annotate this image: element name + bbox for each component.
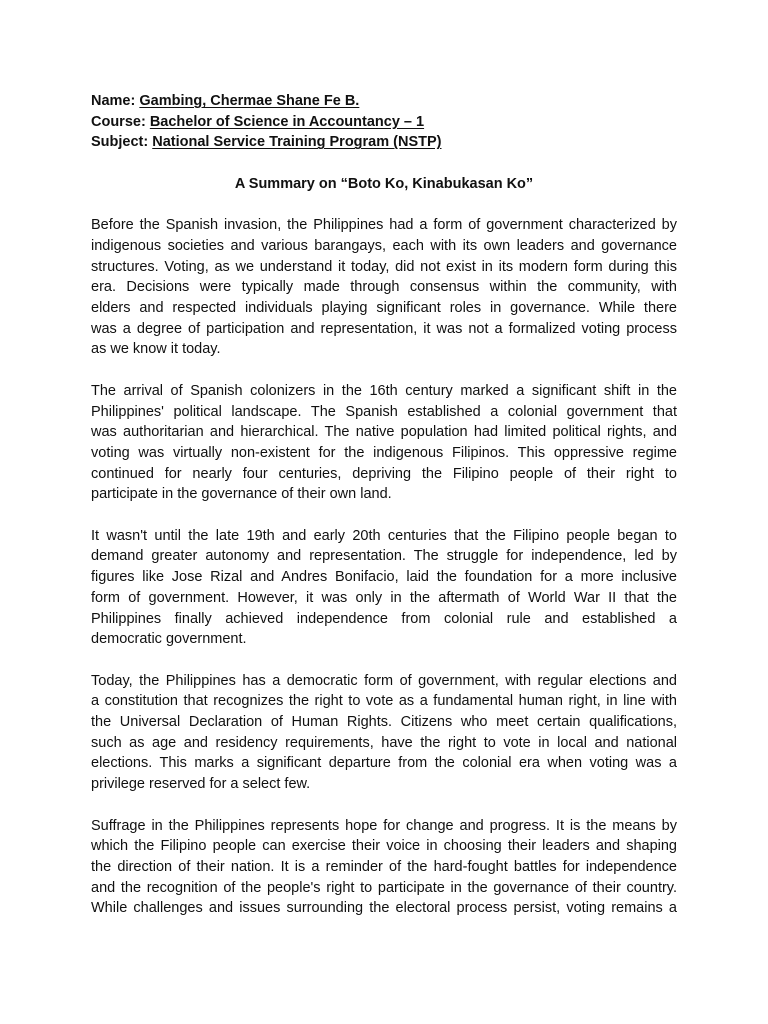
paragraph-line: the direction of their nation. It is a reminder of the hard-fought battles for independence (91, 858, 677, 875)
paragraph-line: voting was virtually non-existent for the indigenous Filipinos. This oppressive regime (91, 444, 677, 461)
course-label: Course: (91, 113, 146, 130)
subject-line (91, 132, 677, 153)
paragraph-line: was authoritarian and hierarchical. The native population had limited political rights, and (91, 424, 677, 441)
paragraph-line: such as age and residency requirements, have the right to vote in local and national (91, 734, 677, 751)
paragraph-line: The arrival of Spanish colonizers in the 16th century marked a significant shift in the (91, 382, 677, 399)
paragraph-line: It wasn't until the late 19th and early 20th centuries that the Filipino people began to (91, 527, 677, 544)
paragraph-line: era. Decisions were typically made through consensus within the community, with (91, 279, 677, 296)
paragraph-line: Today, the Philippines has a democratic form of government, with regular elections and (91, 672, 677, 689)
paragraph-line: continued for nearly four centuries, depriving the Filipino people of their right to (91, 465, 677, 482)
paragraph-line: elections. This marks a significant departure from the colonial era when voting was a (91, 755, 677, 772)
course-line (91, 112, 677, 133)
subject-label: Subject: (91, 134, 149, 151)
course-value: Bachelor of Science in Accountancy – 1 (149, 113, 425, 130)
name-value: Gambing, Chermae Shane Fe B. (139, 93, 360, 109)
name-line (91, 91, 677, 112)
paragraph-line: form of government. However, it was only in the aftermath of World War II that the (91, 589, 677, 606)
paragraph (91, 215, 677, 360)
paragraph-line: structures. Voting, as we understand it today, did not exist in its modern form during this (91, 258, 677, 275)
paragraph-line: participate in the governance of their own land. (91, 486, 392, 503)
paragraph-line: Before the Spanish invasion, the Philippines had a form of government characterized by (91, 217, 677, 234)
paragraph-line: Philippines finally achieved independence from colonial rule and established a (91, 610, 677, 627)
subject-value: National Service Training Program (NSTP) (152, 134, 442, 151)
paragraph-line: indigenous societies and various barangays, each with its own leaders and governance (91, 237, 677, 254)
paragraph-line: figures like Jose Rizal and Andres Bonifacio, laid the foundation for a more inclusive (91, 569, 677, 586)
paragraph-line: privilege reserved for a select few. (91, 776, 311, 793)
paragraph-line: the Universal Declaration of Human Rights. Citizens who meet certain qualifications, (91, 714, 677, 731)
paragraph (91, 381, 677, 505)
paragraph (91, 816, 677, 920)
paragraph-line: democratic government. (91, 631, 247, 648)
paragraph-line: demand greater autonomy and representation. The struggle for independence, led by (91, 548, 677, 565)
paragraph-line: was a degree of participation and representation, it was not a formalized voting process (91, 320, 677, 337)
paragraph-line: and the recognition of the people's right to participate in the governance of their country. (91, 879, 677, 896)
document-body (91, 215, 677, 919)
paragraph-line: elders and respected individuals playing significant roles in governance. While there (91, 300, 677, 316)
paragraph-line: as we know it today. (91, 341, 221, 358)
paragraph-line: which the Filipino people can exercise their voice in choosing their leaders and shaping (91, 838, 677, 855)
paragraph-line: Philippines' political landscape. The Spanish established a colonial government that (91, 403, 677, 420)
paragraph-line: a constitution that recognizes the right to vote as a fundamental human right, in line with (91, 693, 677, 710)
document-page (91, 91, 677, 940)
paragraph-line: While challenges and issues surrounding the electoral process persist, voting remains a (91, 900, 677, 917)
document-title: A Summary on “Boto Ko, Kinabukasan Ko” (234, 175, 534, 192)
paragraph (91, 671, 677, 795)
paragraph-line: Suffrage in the Philippines represents hope for change and progress. It is the means by (91, 817, 677, 834)
name-label: Name: (91, 93, 136, 109)
paragraph (91, 526, 677, 650)
